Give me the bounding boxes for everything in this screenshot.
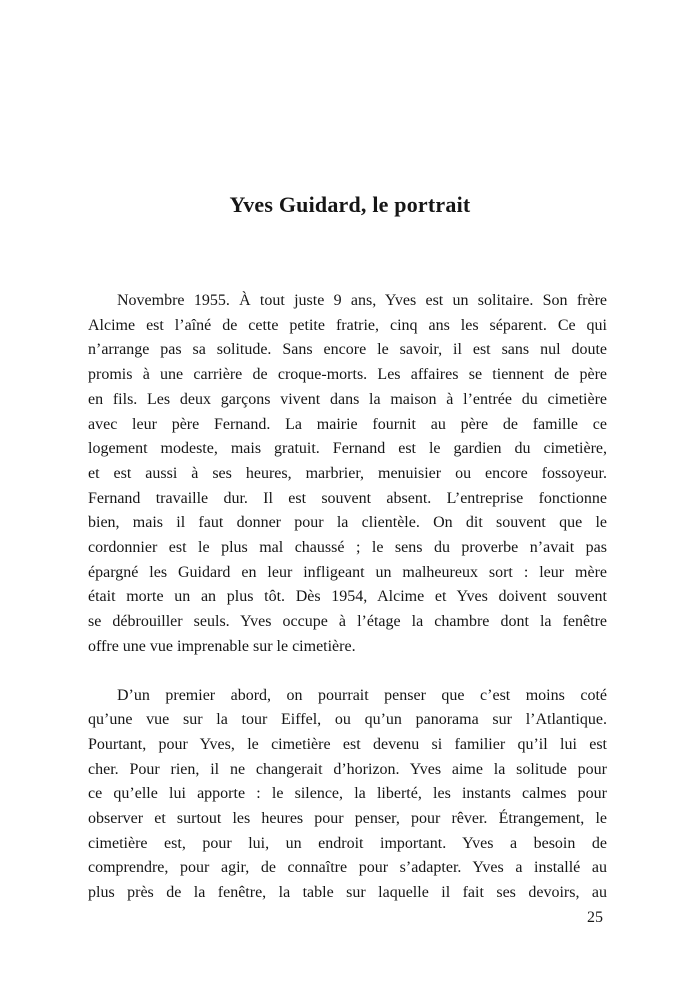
text-line: D’un premier abord, on pourrait penser que c’est moins coté bbox=[117, 686, 607, 704]
text-line: ce qu’elle lui apporte : le silence, la liberté, les instants calmes pour bbox=[88, 785, 607, 803]
text-line: plus près de la fenêtre, la table sur laquelle il fait ses devoirs, au bbox=[88, 884, 607, 902]
text-line: épargné les Guidard en leur infligeant un malheureux sort : leur mère bbox=[88, 563, 607, 581]
text-line: qu’une vue sur la tour Eiffel, ou qu’un panorama sur l’Atlantique. bbox=[88, 711, 607, 729]
text-line: promis à une carrière de croque-morts. Les affaires se tiennent de père bbox=[88, 366, 607, 384]
text-line: observer et surtout les heures pour penser, pour rêver. Étrangement, le bbox=[88, 810, 607, 828]
text-line: comprendre, pour agir, de connaître pour s’adapter. Yves a installé au bbox=[88, 859, 607, 877]
text-line: cher. Pour rien, il ne changerait d’horizon. Yves aime la solitude pour bbox=[88, 760, 607, 778]
text-line: logement modeste, mais gratuit. Fernand est le gardien du cimetière, bbox=[88, 440, 607, 458]
page-title: Yves Guidard, le portrait bbox=[229, 192, 471, 217]
text-line: Alcime est l’aîné de cette petite fratrie, cinq ans les séparent. Ce qui bbox=[88, 316, 607, 334]
body-text bbox=[88, 289, 607, 906]
text-line: bien, mais il faut donner pour la clientèle. On dit souvent que le bbox=[88, 514, 607, 532]
paragraph-2 bbox=[88, 684, 607, 906]
text-line: était morte un an plus tôt. Dès 1954, Alcime et Yves doivent souvent bbox=[88, 588, 607, 606]
page-number: 25 bbox=[587, 909, 603, 926]
text-line: offre une vue imprenable sur le cimetière. bbox=[88, 637, 356, 655]
text-line: avec leur père Fernand. La mairie fournit au père de famille ce bbox=[88, 415, 607, 433]
paragraph-1 bbox=[88, 289, 607, 660]
text-line: se débrouiller seuls. Yves occupe à l’étage la chambre dont la fenêtre bbox=[88, 613, 607, 631]
text-line: n’arrange pas sa solitude. Sans encore le savoir, il est sans nul doute bbox=[88, 341, 607, 359]
text-line: et est aussi à ses heures, marbrier, menuisier ou encore fossoyeur. bbox=[88, 464, 607, 482]
text-line: cordonnier est le plus mal chaussé ; le sens du proverbe n’avait pas bbox=[88, 539, 607, 557]
text-line: Fernand travaille dur. Il est souvent absent. L’entreprise fonctionne bbox=[88, 489, 607, 507]
text-line: en fils. Les deux garçons vivent dans la maison à l’entrée du cimetière bbox=[88, 390, 607, 408]
text-line: Novembre 1955. À tout juste 9 ans, Yves est un solitaire. Son frère bbox=[117, 292, 607, 309]
text-line: Pourtant, pour Yves, le cimetière est devenu si familier qu’il lui est bbox=[88, 735, 607, 753]
text-line: cimetière est, pour lui, un endroit important. Yves a besoin de bbox=[88, 834, 607, 852]
